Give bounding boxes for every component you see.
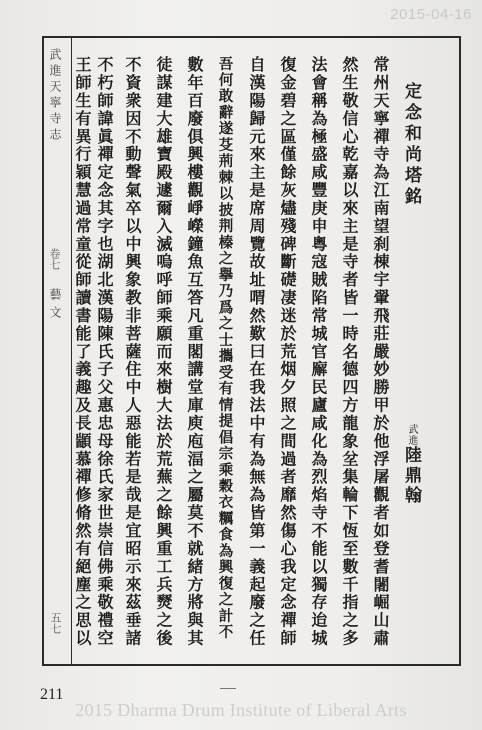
text-column: 法會稱為極盛咸豐庚申粵寇賊陷常城官廨民廬咸化為烈焰寺不能以獨存迨城 <box>309 56 328 648</box>
text-column: 復金碧之區僅餘灰燼殘碑斷礎凄迷於荒烟夕照之間過者靡然傷心我定念禪師 <box>278 56 297 648</box>
text-column: 自漢陽歸元來主是席周覽故址喟然歎曰在我法中有為無為皆第一義起廢之任 <box>247 56 266 648</box>
margin-book-title: 武進天寧寺志 <box>48 48 62 144</box>
watermark: 2015 Dharma Drum Institute of Liberal Arts <box>75 700 407 720</box>
text-column: 不資衆因不動聲氣卒以中興象教非菩薩住中人惡能若是哉是宜昭示來茲垂諸 <box>123 56 142 648</box>
text-column: 王師生有異行穎慧過常童從師讀書能了義趣及長顓慕禪修脩然有絕塵之思以 <box>73 56 92 648</box>
date-stamp: 2015-04-16 <box>390 6 472 23</box>
text-column: 然生敬信心乾嘉以來主是寺者皆一時名德四方龍象坌集輪下恆至數千指之多 <box>340 56 359 648</box>
article-title: 定念和尚塔銘 <box>401 82 421 208</box>
margin-volume: 卷七 <box>48 248 61 270</box>
text-column: 吾何敢辭遂芟荊棘以披荆榛之擧乃爲之士攜受有情提倡宗乘穀衣糲食為興復之計不 <box>216 56 234 641</box>
margin-page: 五七 <box>49 612 62 634</box>
text-column: 不朽師諱眞禪定念其字也湖北漢陽陳氏子父惠忠母徐氏家世崇信佛乘敬禮空 <box>95 56 114 648</box>
author-prefix: 武進 <box>406 424 417 446</box>
page-number: 211 <box>40 686 64 703</box>
margin-category: 藝文 <box>48 288 62 324</box>
author-name: 陸鼎翰 <box>401 446 421 506</box>
text-column: 徒謀建大雄寶殿遽爾入滅嗚呼師乘願而來樹大法於荒蕪之餘興重工兵燹之後 <box>154 56 173 648</box>
footer-divider <box>220 688 236 689</box>
article-author <box>402 424 419 506</box>
text-column: 數年百廢俱興樓觀崢嶸鐘魚互答凡重閣講堂庫庾庖湢之屬莫不就緒方將與其 <box>185 56 204 648</box>
text-column: 常州天寧禪寺為江南望刹棟宇翬飛莊嚴妙勝甲於他浮屠觀者如登耆闍崛山肅 <box>371 56 390 648</box>
